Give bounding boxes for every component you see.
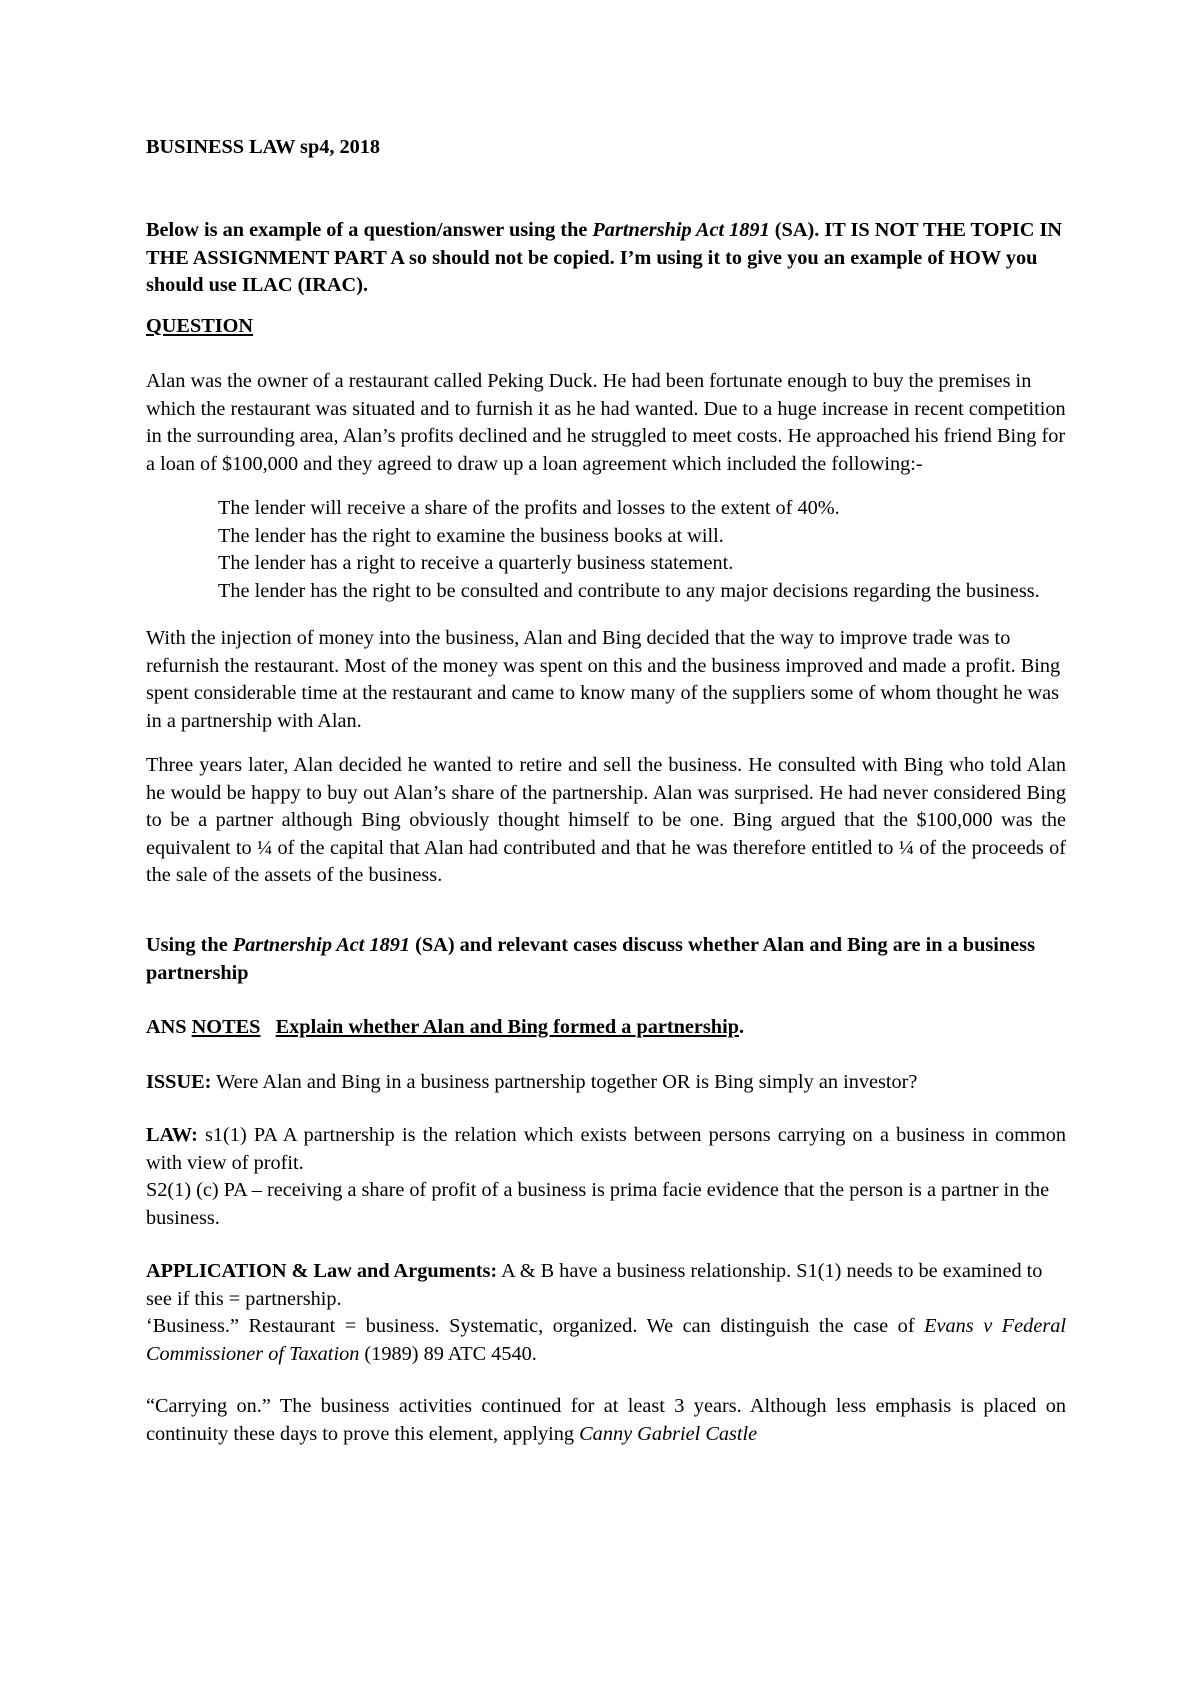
intro-text-1: Below is an example of a question/answer using the bbox=[146, 219, 593, 241]
carrying-on-case-name: Canny Gabriel Castle bbox=[579, 1422, 758, 1445]
application-paragraph-2 bbox=[146, 1313, 1066, 1368]
task-text-2: (SA) and relevant cases discuss whether Alan and Bing are in a business partnership bbox=[146, 934, 1035, 984]
ans-notes: NOTES bbox=[191, 1016, 261, 1038]
issue-label: ISSUE: bbox=[146, 1071, 212, 1093]
question-paragraph-2: With the injection of money into the business, Alan and Bing decided that the way to improve trade was to refurnish the restaurant. Most of the money was spent on this and the business improved and made a profit. Bing spent considerable time at the restaurant and came to know many of the suppliers some of whom thought he was in a partnership with Alan. bbox=[146, 627, 1061, 732]
answer-heading bbox=[146, 1014, 1066, 1042]
intro-text-2: (SA). IT IS NOT THE TOPIC IN THE ASSIGNMENT PART A so should not be copied. I’m using it to give you an example of HOW you should use ILAC (IRAC). bbox=[146, 219, 1063, 297]
intro-act-name: Partnership Act 1891 bbox=[592, 219, 770, 241]
law-text-1: s1(1) PA A partnership is the relation which exists between persons carrying on a business in common with view of profit. bbox=[146, 1124, 1066, 1174]
task-text-1: Using the bbox=[146, 934, 233, 956]
ans-label: ANS bbox=[146, 1016, 192, 1038]
application-text-2: ‘Business.” Restaurant = business. Systematic, organized. We can distinguish the case of bbox=[146, 1315, 925, 1337]
application-paragraph-1 bbox=[146, 1258, 1066, 1313]
ans-dot: . bbox=[739, 1016, 745, 1038]
loan-term-item: The lender has the right to be consulted and contribute to any major decisions regarding the business. bbox=[218, 579, 1040, 602]
application-label: APPLICATION & Law and Arguments: bbox=[146, 1260, 498, 1282]
application-case-name: Evans v Federal Commissioner of Taxation bbox=[146, 1315, 1066, 1365]
intro-paragraph bbox=[146, 217, 1066, 300]
task-act-name: Partnership Act 1891 bbox=[232, 934, 411, 956]
law-label: LAW: bbox=[146, 1124, 198, 1146]
loan-term-item: The lender has a right to receive a quarterly business statement. bbox=[218, 552, 734, 575]
loan-term-item: The lender will receive a share of the profits and losses to the extent of 40%. bbox=[218, 497, 840, 519]
ans-explain: Explain whether Alan and Bing formed a partnership bbox=[275, 1016, 739, 1038]
document-title: BUSINESS LAW sp4, 2018 bbox=[146, 136, 381, 158]
loan-term-item: The lender has the right to examine the business books at will. bbox=[218, 524, 724, 547]
issue-text: Were Alan and Bing in a business partnership together OR is Bing simply an investor? bbox=[211, 1071, 918, 1093]
application-text-3: (1989) 89 ATC 4540. bbox=[359, 1342, 537, 1365]
application-text-1: A & B have a business relationship. S1(1) needs to be examined to see if this = partnership. bbox=[146, 1260, 1043, 1310]
question-paragraph-1: Alan was the owner of a restaurant called Peking Duck. He had been fortunate enough to buy the premises in which the restaurant was situated and to furnish it as he had wanted. Due to a huge increase in recent competition in the surrounding area, Alan’s profits declined and he struggled to meet costs. He approached his friend Bing for a loan of $100,000 and they agreed to draw up a loan agreement which included the following:- bbox=[146, 370, 1066, 475]
law-paragraph-2: S2(1) (c) PA – receiving a share of profit of a business is prima facie evidence that the person is a partner in the business. bbox=[146, 1179, 1050, 1229]
ans-gap bbox=[260, 1016, 275, 1038]
task-paragraph bbox=[146, 932, 1066, 987]
question-heading: QUESTION bbox=[146, 315, 254, 337]
issue-paragraph bbox=[146, 1069, 1066, 1097]
loan-terms-list bbox=[218, 495, 1066, 605]
question-paragraph-3: Three years later, Alan decided he wanted to retire and sell the business. He consulted with Bing who told Alan he would be happy to buy out Alan’s share of the partnership. Alan was surprised. He had never considered Bing to be a partner although Bing obviously thought himself to be one. Bing argued that the $100,000 was the equivalent to ¼ of the capital that Alan had contributed and that he was therefore entitled to ¼ of the proceeds of the sale of the assets of the business. bbox=[146, 754, 1066, 887]
carrying-on-paragraph bbox=[146, 1393, 1066, 1448]
law-paragraph-1 bbox=[146, 1122, 1066, 1177]
carrying-on-text: “Carrying on.” The business activities continued for at least 3 years. Although less emphasis is placed on continuity these days to prove this element, applying bbox=[146, 1395, 1066, 1445]
